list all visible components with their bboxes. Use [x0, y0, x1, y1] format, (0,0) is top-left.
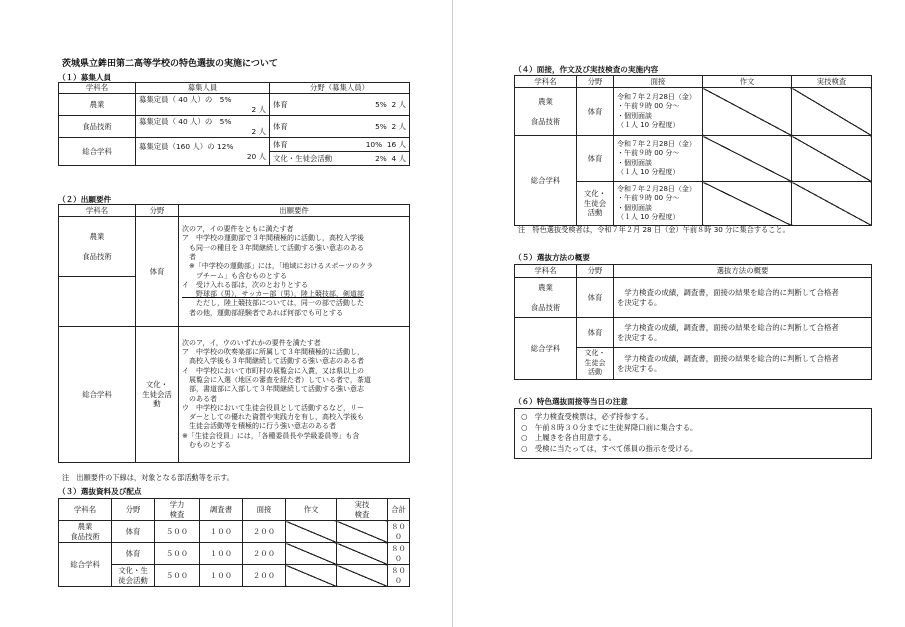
score-chosasho: １００ — [200, 543, 243, 565]
field-name: 体育 — [270, 94, 347, 116]
header-mensetsu: 面接 — [243, 499, 286, 521]
score-gakuryoku: ５００ — [155, 521, 200, 543]
field-cell: 文化・ 生徒会活 動 — [136, 327, 179, 463]
header-interview: 面接 — [614, 76, 703, 88]
dept-cell: 農業 食品技術 — [515, 278, 577, 318]
na-cell — [703, 136, 792, 182]
na-cell — [337, 521, 388, 543]
interview-cell: 令和７年２月28日（金） ・午前９時 00 分～ ・個別面談 （１人 10 分程度） — [614, 182, 703, 226]
header-dept: 学科名 — [515, 265, 577, 278]
header-gakuryoku: 学力 検査 — [155, 499, 200, 521]
field-cell: 文化・ 生徒会 活動 — [577, 348, 614, 380]
section-3-heading: （３）選抜資料及び配点 — [58, 487, 142, 496]
section-6-heading: （６）特色選抜面接等当日の注意 — [514, 397, 628, 406]
day-notes-box — [514, 408, 872, 459]
quota-cell: 募集定員（160 人）の 12% 20 人 — [136, 138, 270, 166]
quota-cell: 募集定員（ 40 人）の 5% 2 人 — [136, 94, 270, 116]
quota-cell: 募集定員（ 40 人）の 5% 2 人 — [136, 116, 270, 138]
header-dept: 学科名 — [515, 76, 577, 88]
na-cell — [286, 521, 337, 543]
na-cell — [286, 543, 337, 565]
page-title: 茨城県立鉾田第二高等学校の特色選抜の実施について — [62, 59, 278, 69]
score-gakuryoku: ５００ — [155, 543, 200, 565]
score-mensetsu: ２００ — [243, 565, 286, 587]
assembly-note: 注 特色選抜受検者は，令和７年２月 28 日（金）午前８時 30 分に集合すること。 — [518, 225, 790, 234]
method-cell: 学力検査の成績，調査書，面接の結果を総合的に判断して合格者 を決定する。 — [614, 348, 872, 380]
section-4-heading: （４）面接，作文及び実技検査の実施内容 — [514, 65, 659, 74]
field-cell: 体育 — [577, 318, 614, 348]
dept-cell: 総合学科 — [59, 138, 136, 166]
field-quota: 5% 2 人 — [346, 116, 410, 138]
notice-item: ○ 午前８時３０分までに生徒昇降口前に集合する。 — [521, 422, 698, 432]
method-cell: 学力検査の成績，調査書，面接の結果を総合的に判断して合格者 を決定する。 — [614, 318, 872, 348]
na-cell — [337, 565, 388, 587]
header-quota: 募集人員 — [136, 83, 270, 94]
dept-cell: 農業 — [59, 94, 136, 116]
empty-cell — [59, 277, 136, 327]
section-2-heading: （２）出願要件 — [58, 195, 112, 204]
field-cell: 体育 — [577, 88, 614, 136]
dept-cell: 総合学科 — [59, 327, 136, 463]
field-cell: 体育 — [136, 217, 179, 327]
na-cell — [286, 565, 337, 587]
header-field: 分野 — [136, 205, 179, 217]
field-quota: 2% 4 人 — [346, 152, 410, 166]
score-mensetsu: ２００ — [243, 543, 286, 565]
field-cell: 体育 — [112, 521, 155, 543]
requirements-table — [58, 204, 410, 463]
na-cell — [792, 136, 872, 182]
header-field: 分野 — [577, 76, 614, 88]
header-method: 選抜方法の概要 — [614, 265, 872, 278]
notice-item: ○ 受検に当たっては，すべて係員の指示を受ける。 — [521, 444, 698, 454]
field-name: 体育 — [270, 138, 347, 152]
field-cell: 文化・ 生徒会 活動 — [577, 182, 614, 226]
header-sakubun: 作文 — [286, 499, 337, 521]
score-total: ８００ — [388, 521, 410, 543]
interview-cell: 令和７年２月28日（金） ・午前９時 00 分～ ・個別面談 （１人 10 分程度） — [614, 88, 703, 136]
na-cell — [792, 182, 872, 226]
header-essay: 作文 — [703, 76, 792, 88]
na-cell — [703, 88, 792, 136]
na-cell — [792, 88, 872, 136]
requirements-cell: 次のア，イの要件をともに満たす者 ア 中学校の運動部で３年間積極的に活動し，高校入学後 も同一の種目を３年間継続して活動する強い意志のある 者 ※「中学校の運動部」には，「地域におけるスポーツのクラ ブチーム」も含むものとする イ 受け入れる部は，次のとおりとする 野球部（男），サッカー部（男），陸上競技部，剣道部 ただし，陸上競技部については，同一の部で活動した 者の他，運動部経験者であれば何部でも可とする — [179, 217, 410, 327]
section-1-heading: （１）募集人員 — [58, 73, 112, 82]
header-chosasho: 調査書 — [200, 499, 243, 521]
score-gakuryoku: ５００ — [155, 565, 200, 587]
selection-method-table — [514, 264, 872, 380]
page-divider — [452, 0, 453, 627]
header-dept: 学科名 — [59, 83, 136, 94]
dept-cell: 総合学科 — [515, 318, 577, 380]
dept-cell: 農業 食品技術 — [59, 217, 136, 277]
score-mensetsu: ２００ — [243, 521, 286, 543]
method-cell: 学力検査の成績，調査書，面接の結果を総合的に判断して合格者 を決定する。 — [614, 278, 872, 318]
score-chosasho: １００ — [200, 565, 243, 587]
dept-cell: 食品技術 — [59, 116, 136, 138]
header-dept: 学科名 — [59, 205, 136, 217]
header-field-quota: 分野（募集人員） — [270, 83, 410, 94]
dept-cell: 農業 食品技術 — [59, 521, 112, 543]
header-jitsugi: 実技 検査 — [337, 499, 388, 521]
dept-cell: 農業 食品技術 — [515, 88, 577, 136]
requirements-note: 注 出願要件の下線は，対象となる部活動等を示す。 — [62, 473, 234, 482]
score-chosasho: １００ — [200, 521, 243, 543]
requirements-cell: 次のア，イ，ウのいずれかの要件を満たす者 ア 中学校の吹奏楽部に所属して３年間積極的に活動し， 高校入学後も３年間継続して活動する強い意志のある者 イ 中学校において市町村の展覧会に入賞，又は県以上の 展覧会に入選（地区の審査を経た者）している者で，茶道 部，書道部に入部して３年間継続して活動する強い意志 のある者 ウ 中学校において生徒会役員として活動するなど，リー ダーとしての優れた資質や実践力を有し，高校入学後も 生徒会活動等を積極的に行う強い意志のある者 ※「生徒会役員」には，「各種委員長や学級委員等」も含 むものとする — [179, 327, 410, 463]
interview-cell: 令和７年２月28日（金） ・午前９時 00 分～ ・個別面談 （１人 10 分程度） — [614, 136, 703, 182]
scoring-table — [58, 498, 410, 587]
field-quota: 5% 2 人 — [346, 94, 410, 116]
header-practical: 実技検査 — [792, 76, 872, 88]
header-requirements: 出願要件 — [179, 205, 410, 217]
header-field: 分野 — [112, 499, 155, 521]
na-cell — [703, 182, 792, 226]
header-field: 分野 — [577, 265, 614, 278]
quota-table — [58, 82, 410, 166]
notice-item: ○ 学力検査受検票は，必ず持参する。 — [521, 412, 654, 421]
dept-cell: 総合学科 — [59, 543, 112, 587]
dept-cell: 総合学科 — [515, 136, 577, 226]
field-cell: 体育 — [577, 278, 614, 318]
implementation-table — [514, 75, 872, 226]
field-quota: 10% 16 人 — [346, 138, 410, 152]
score-total: ８００ — [388, 565, 410, 587]
header-dept: 学科名 — [59, 499, 112, 521]
section-5-heading: （５）選抜方法の概要 — [514, 253, 590, 262]
score-total: ８００ — [388, 543, 410, 565]
field-cell: 体育 — [112, 543, 155, 565]
field-name: 体育 — [270, 116, 347, 138]
header-total: 合計 — [388, 499, 410, 521]
field-name: 文化・生徒会活動 — [270, 152, 347, 166]
field-cell: 文化・生 徒会活動 — [112, 565, 155, 587]
na-cell — [337, 543, 388, 565]
notice-item: ○ 上履きを各自用意する。 — [521, 433, 617, 443]
field-cell: 体育 — [577, 136, 614, 182]
